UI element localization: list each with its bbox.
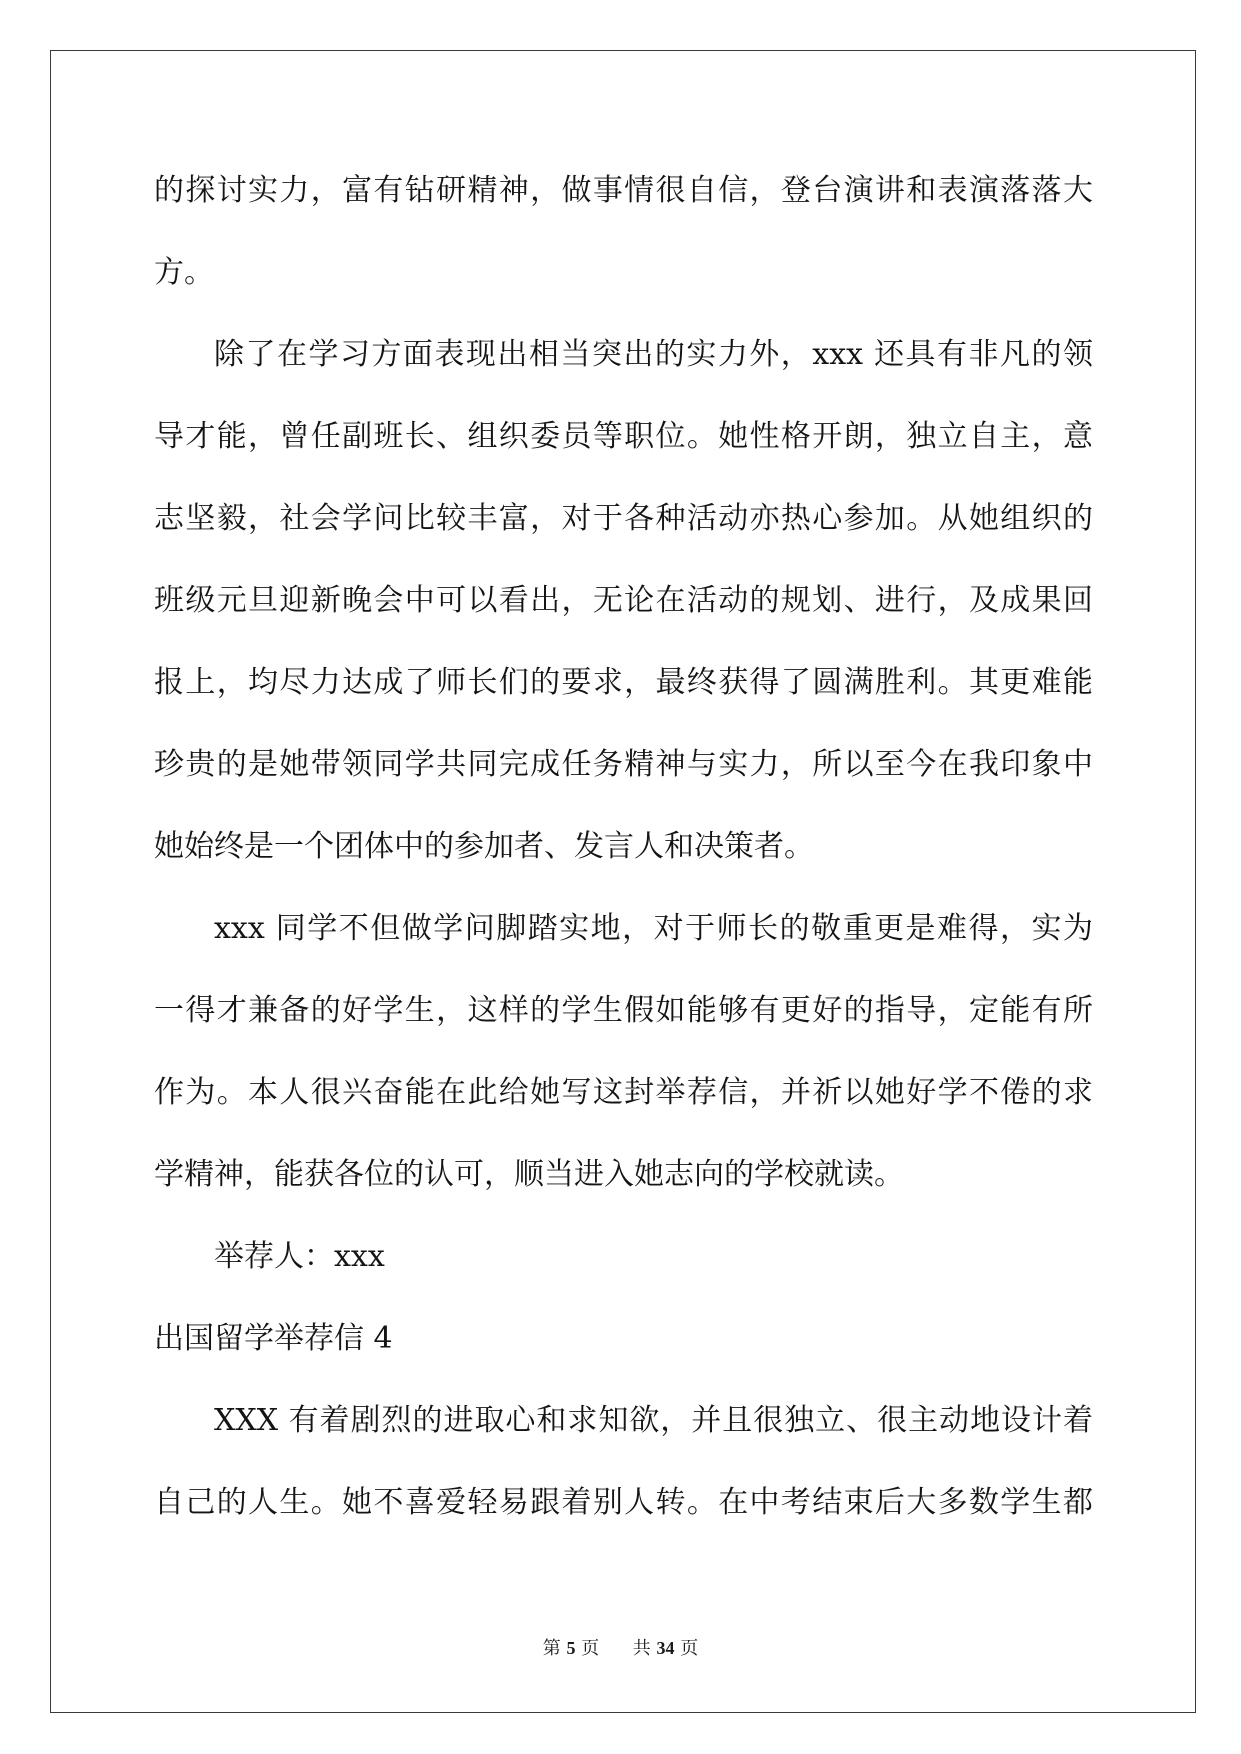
page-prefix: 第 — [542, 1638, 561, 1659]
text-line: 自己的人生。她不喜爱轻易跟着别人转。在中考结束后大多数学生都 — [154, 1485, 1093, 1520]
text-line: 志坚毅，社会学问比较丰富，对于各种活动亦热心参加。从她组织的 — [154, 501, 1093, 536]
text-line: 班级元旦迎新晚会中可以看出，无论在活动的规划、进行，及成果回 — [154, 583, 1093, 618]
text-line: 报上，均尽力达成了师长们的要求，最终获得了圆满胜利。其更难能 — [154, 665, 1093, 700]
text-line: 作为。本人很兴奋能在此给她写这封举荐信，并祈以她好学不倦的求 — [154, 1075, 1093, 1110]
paragraph-start-line: xxx 同学不但做学问脚踏实地，对于师长的敬重更是难得，实为 — [214, 911, 1093, 946]
paragraph-start-line: 除了在学习方面表现出相当突出的实力外，xxx 还具有非凡的领 — [214, 337, 1093, 372]
page-footer — [0, 1636, 1241, 1661]
page-number: 5 — [566, 1638, 576, 1658]
text-line: 珍贵的是她带领同学共同完成任务精神与实力，所以至今在我印象中 — [154, 747, 1093, 782]
page-suffix: 页 — [581, 1638, 600, 1659]
total-prefix: 共 — [632, 1638, 651, 1659]
text-line: 的探讨实力，富有钻研精神，做事情很自信，登台演讲和表演落落大 — [154, 173, 1093, 208]
text-line: 她始终是一个团体中的参加者、发言人和决策者。 — [154, 829, 814, 864]
section-heading: 出国留学举荐信 4 — [154, 1321, 393, 1356]
document-body — [154, 150, 1093, 1544]
text-line: 方。 — [154, 255, 214, 290]
signature-line: 举荐人：xxx — [214, 1239, 385, 1274]
text-line: 一得才兼备的好学生，这样的学生假如能够有更好的指导，定能有所 — [154, 993, 1093, 1028]
total-suffix: 页 — [680, 1638, 699, 1659]
text-line: 学精神，能获各位的认可，顺当进入她志向的学校就读。 — [154, 1157, 904, 1192]
paragraph-start-line: XXX 有着剧烈的进取心和求知欲，并且很独立、很主动地设计着 — [214, 1403, 1093, 1438]
text-line: 导才能，曾任副班长、组织委员等职位。她性格开朗，独立自主，意 — [154, 419, 1093, 454]
total-pages: 34 — [656, 1638, 675, 1658]
